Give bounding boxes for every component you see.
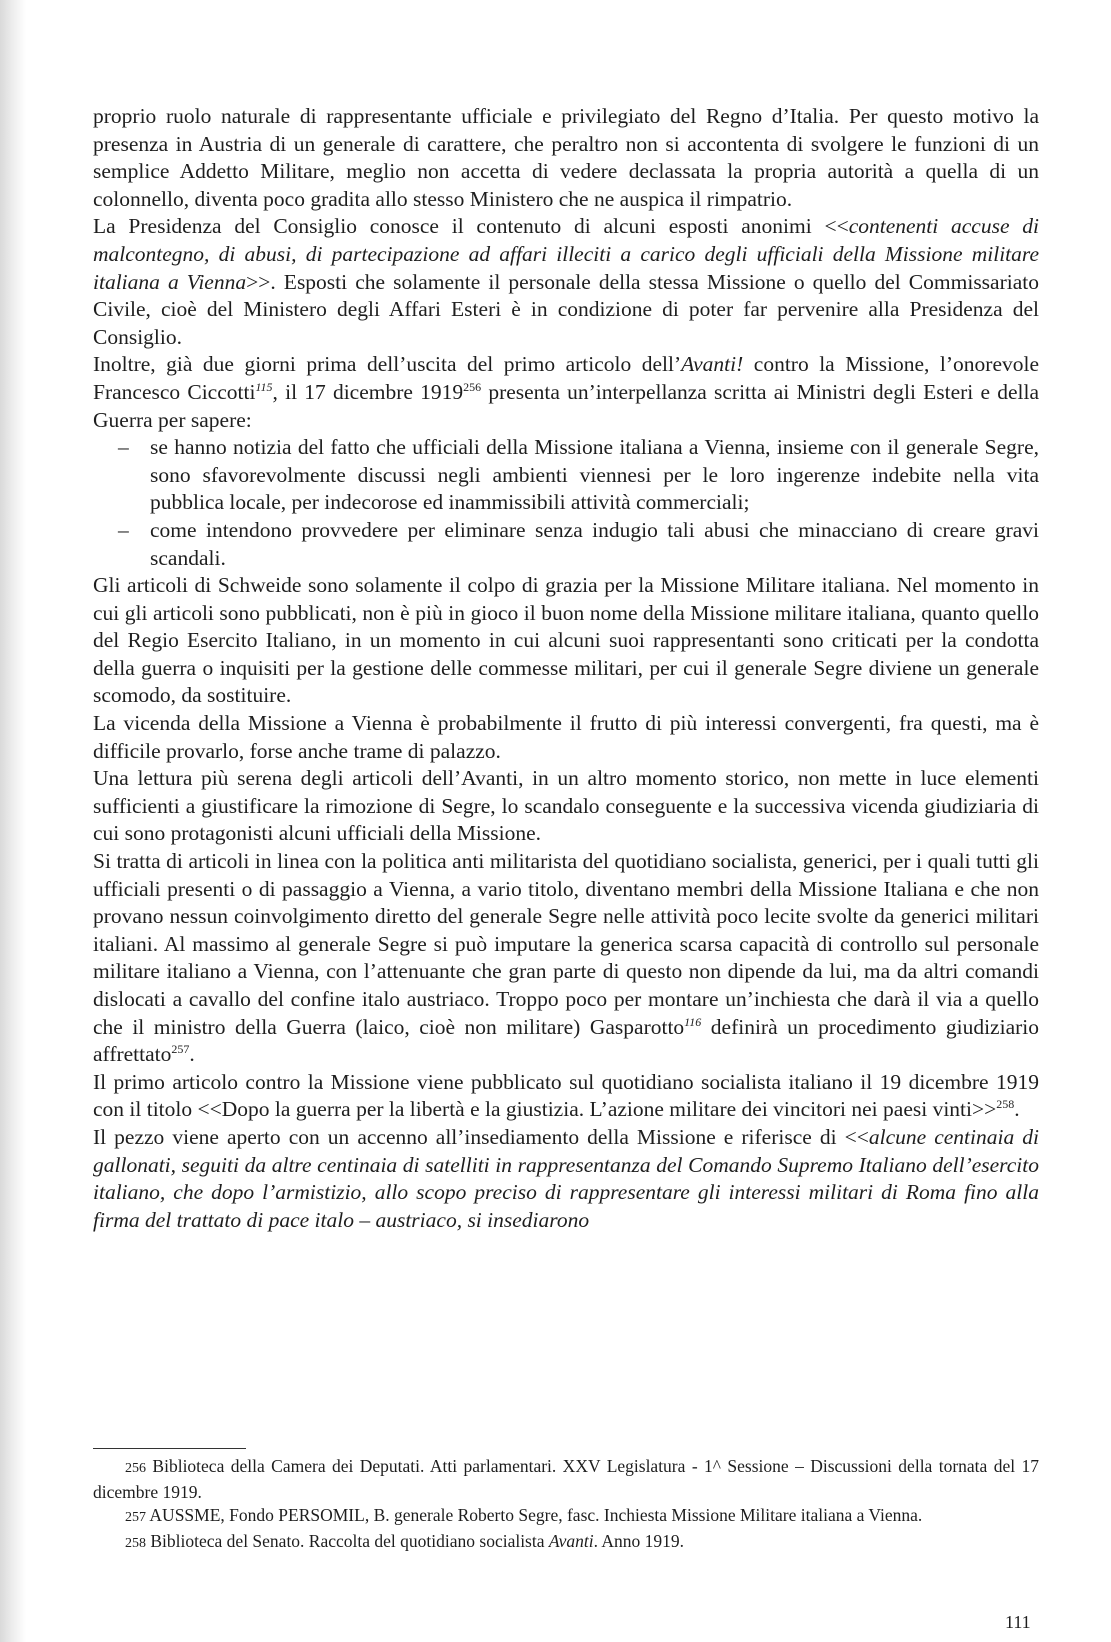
footnote-257: 257 AUSSME, Fondo PERSOMIL, B. generale Roberto Segre, fasc. Inchiesta Missione Militare italiana a Vienna. [125, 1505, 923, 1525]
interpellanza-list [93, 434, 1039, 572]
paragraph-2: La Presidenza del Consiglio conosce il contenuto di alcuni esposti anonimi <<contenenti accuse di malcontegno, di abusi, di partecipazione ad affari illeciti a carico degli ufficiali della Missione militare italiana a Vienna>>. Esposti che solamente il personale della stessa Missione o quello del Commissariato Civile, cioè del Ministero degli Affari Esteri è in condizione di poter far pervenire alla Presidenza del Consiglio. [93, 214, 1039, 349]
biography-ref: 116 [684, 1014, 702, 1029]
paragraph-3: Inoltre, già due giorni prima dell’uscita del primo articolo dell’Avanti! contro la Missione, l’onorevole Francesco Ciccotti$^{115}$, il 17 dicembre 1919$^{256}$ presenta un’interpellanza scritta ai Ministri degli Esteri e della Guerra per sapere: [93, 352, 1040, 432]
list-item: – come intendono provvedere per eliminare senza indugio tali abusi che minacciano di creare gravi scandali. [150, 517, 1039, 572]
page-number: 111 [1005, 1612, 1031, 1632]
footnote-ref-256: 256 [463, 379, 482, 394]
footnote-separator [93, 1448, 246, 1449]
list-item: – se hanno notizia del fatto che ufficiali della Missione italiana a Vienna, insieme con il generale Segre, sono sfavorevolmente discussi negli ambienti viennesi per le loro ingerenze indebite nella vita pubblica locale, per indecorose ed inammissibili attività commerciali; [150, 434, 1039, 517]
main-text [93, 103, 1039, 1234]
paragraph-4: Gli articoli di Schweide sono solamente il colpo di grazia per la Missione Militare italiana. Nel momento in cui gli articoli sono pubblicati, non è più in gioco il buon nome della Missione militare italiana, quanto quello del Regio Esercito Italiano, in un momento in cui alcuni suoi rappresentanti sono criticati per la condotta della guerra o inquisiti per la gestione delle commesse militari, per cui il generale Segre diviene un generale scomodo, da sostituire. [93, 573, 1039, 708]
paragraph-7: Si tratta di articoli in linea con la politica anti militarista del quotidiano socialista, generici, per i quali tutti gli ufficiali presenti o di passaggio a Vienna, a vario titolo, diventano membri della Missione Italiana e che non provano nessun coinvolgimento diretto del generale Segre nelle attività poco lecite svolte da generici militari italiani. Al massimo al generale Segre si può imputare la generica scarsa capacità di controllo sul personale militare italiano a Vienna, con l’attenuante che gran parte di questo non dipende da lui, ma da altri comandi dislocati a cavallo del confine italo austriaco. Troppo poco per montare un’inchiesta che darà il via a quello che il ministro della Guerra (laico, cioè non militare) Gasparotto$^{116}$ definirà un procedimento giudiziario affrettato$^{257}$. [93, 849, 1039, 1067]
footnote-256: 256 Biblioteca della Camera dei Deputati. Atti parlamentari. XXV Legislatura - 1^ Sessione – Discussioni della tornata del 17 dicembre 1919. [93, 1456, 1040, 1502]
paragraph-1: proprio ruolo naturale di rappresentante ufficiale e privilegiato del Regno d’Italia. Per questo motivo la presenza in Austria di un generale di carattere, che peraltro non si accontenta di svolgere le funzioni di un semplice Addetto Militare, meglio non accetta di vedere declassata la propria autorità a quella di un colonnello, diventa poco gradita allo stesso Ministero che ne auspica il rimpatrio. [93, 104, 1039, 211]
paragraph-6: Una lettura più serena degli articoli dell’Avanti, in un altro momento storico, non mette in luce elementi sufficienti a giustificare la rimozione di Segre, lo scandalo conseguente e la successiva vicenda giudiziaria di cui sono protagonisti alcuni ufficiali della Missione. [93, 766, 1039, 846]
quote-article: alcune centinaia di gallonati, seguiti da altre centinaia di satelliti in rappresentanza del Comando Supremo Italiano dell’esercito italiano, che dopo l’armistizio, allo scopo preciso di rappresentare gli interessi militari di Roma fino alla firma del trattato di pace italo – austriaco, si insediarono [93, 1124, 1039, 1232]
page-gutter-shadow [0, 0, 26, 1642]
biography-ref: 115 [255, 379, 273, 394]
footnotes [93, 1455, 1039, 1555]
quote-esposti: contenenti accuse di malcontegno, di abusi, di partecipazione ad affari illeciti a carico degli ufficiali della Missione militare italiana a Vienna [93, 214, 1039, 294]
paragraph-9: Il pezzo viene aperto con un accenno all’insediamento della Missione e riferisce di <<alcune centinaia di gallonati, seguiti da altre centinaia di satelliti in rappresentanza del Comando Supremo Italiano dell’esercito italiano, che dopo l’armistizio, allo scopo preciso di rappresentare gli interessi militari di Roma fino alla firma del trattato di pace italo – austriaco, si insediarono [93, 1124, 1039, 1232]
footnote-ref-257: 257 [171, 1042, 190, 1057]
footnote-ref-258: 258 [996, 1097, 1015, 1112]
paragraph-8: Il primo articolo contro la Missione viene pubblicato sul quotidiano socialista italiano il 19 dicembre 1919 con il titolo <<Dopo la guerra per la libertà e la giustizia. L’azione militare dei vincitori nei paesi vinti>>$^{258}$. [93, 1069, 1039, 1122]
paragraph-5: La vicenda della Missione a Vienna è probabilmente il frutto di più interessi convergenti, fra questi, ma è difficile provarlo, forse anche trame di palazzo. [93, 711, 1039, 763]
footnote-258: 258 Biblioteca del Senato. Raccolta del quotidiano socialista Avanti. Anno 1919. [125, 1530, 685, 1551]
newspaper-title: Avanti! [681, 352, 744, 377]
